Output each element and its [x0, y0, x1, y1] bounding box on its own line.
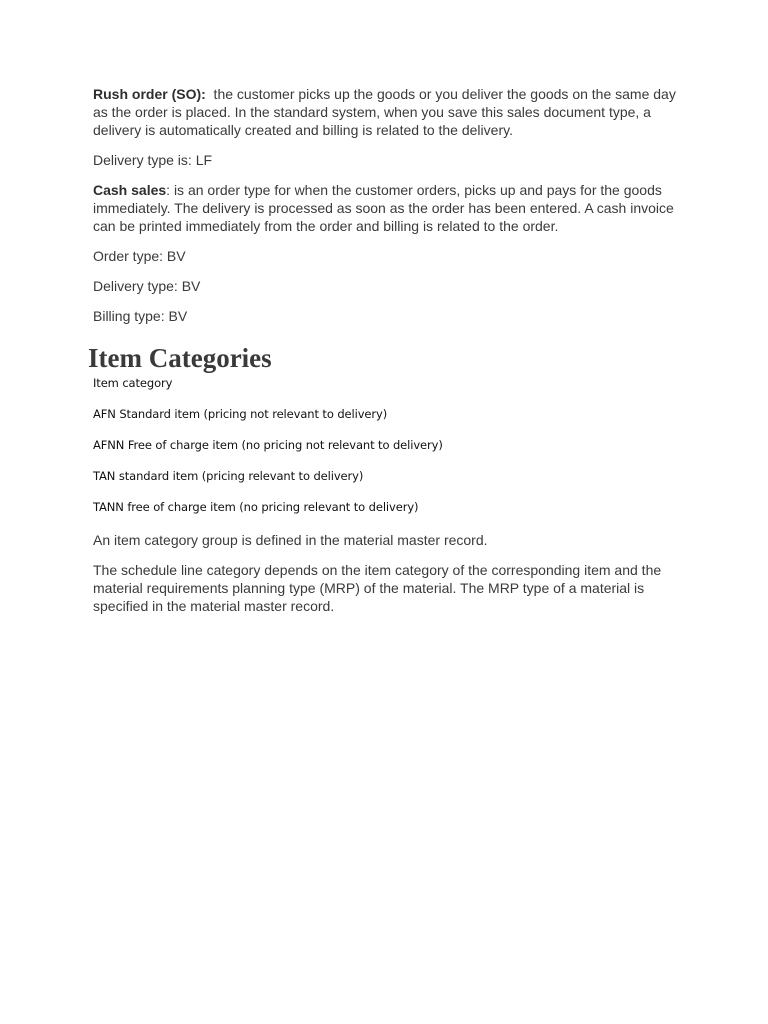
- rush-order-text: the customer picks up the goods or you deliver the goods on the same day as the order is placed. In the standard system, when you save this sales document type, a delivery is automatically created and billing is related to the delivery.: [93, 86, 680, 138]
- document-body: [88, 85, 683, 627]
- item-category-group-note: An item category group is defined in the material master record.: [93, 532, 488, 548]
- rush-delivery-type: Delivery type is: LF: [93, 152, 213, 168]
- cash-billing-type: Billing type: BV: [93, 308, 188, 324]
- item-category-tan: TAN standard item (pricing relevant to delivery): [93, 469, 364, 483]
- item-categories-heading: Item Categories: [88, 343, 272, 373]
- item-category-afn: AFN Standard item (pricing not relevant to delivery): [93, 407, 388, 421]
- schedule-line-note: The schedule line category depends on the item category of the corresponding item and the material requirements planning type (MRP) of the material. The MRP type of a material is specified in the material master record.: [93, 562, 662, 614]
- item-category-label: Item category: [93, 376, 173, 390]
- cash-sales-label: Cash sales: [93, 182, 167, 198]
- rush-order-paragraph: [93, 85, 683, 139]
- cash-sales-paragraph: [93, 181, 683, 235]
- item-category-afnn: AFNN Free of charge item (no pricing not relevant to delivery): [93, 438, 443, 452]
- cash-sales-text: : is an order type for when the customer orders, picks up and pays for the goods immediately. The delivery is processed as soon as the order has been entered. A cash invoice can be printed immediately from the order and billing is related to the order.: [93, 182, 674, 234]
- item-category-tann: TANN free of charge item (no pricing relevant to delivery): [93, 500, 419, 514]
- rush-order-label: Rush order (SO):: [93, 86, 206, 102]
- cash-order-type: Order type: BV: [93, 248, 186, 264]
- cash-delivery-type: Delivery type: BV: [93, 278, 201, 294]
